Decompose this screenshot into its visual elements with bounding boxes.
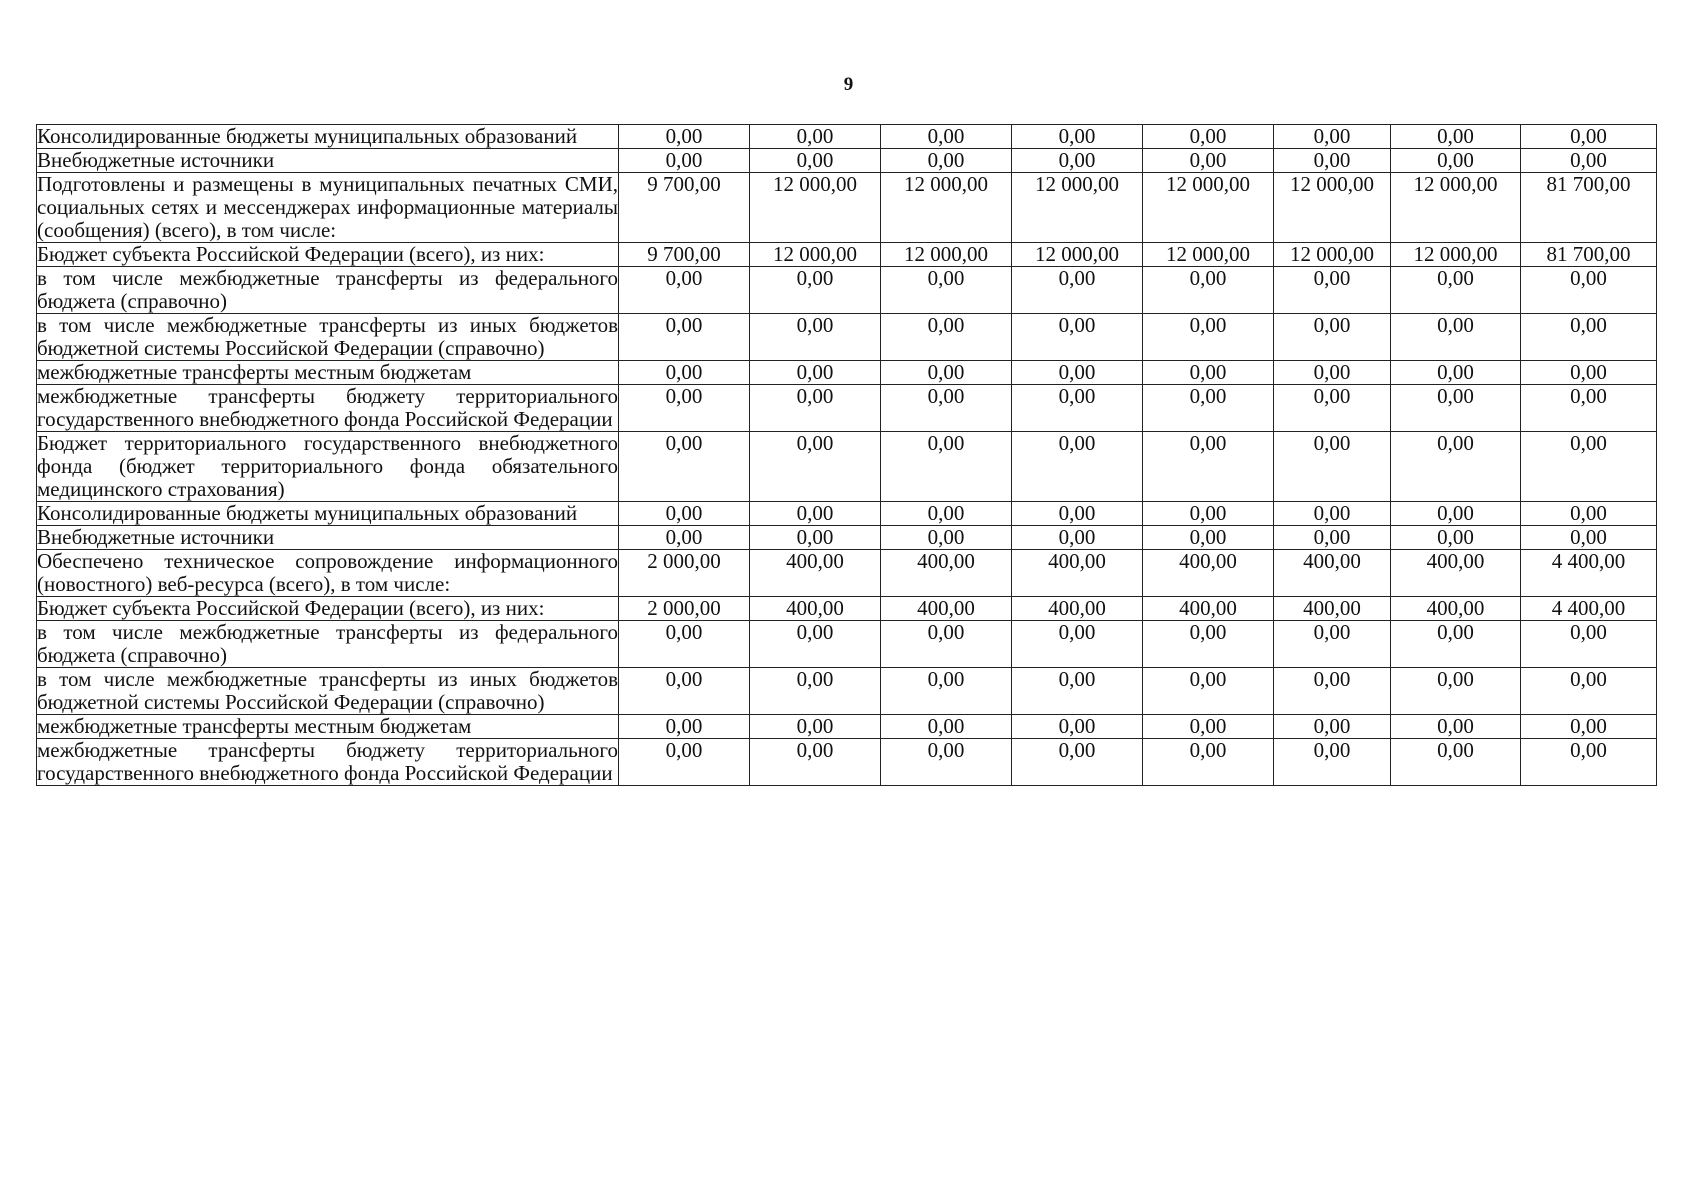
value-cell: 2 000,00	[619, 597, 750, 621]
row-label: Консолидированные бюджеты муниципальных образований	[37, 502, 619, 526]
value-cell: 0,00	[1012, 125, 1143, 149]
budget-table	[36, 124, 1657, 786]
value-cell: 0,00	[1012, 314, 1143, 361]
value-cell: 0,00	[1391, 715, 1521, 739]
value-cell: 0,00	[619, 432, 750, 502]
value-cell: 0,00	[1391, 526, 1521, 550]
value-cell: 12 000,00	[881, 243, 1012, 267]
value-cell: 0,00	[1012, 385, 1143, 432]
value-cell: 0,00	[750, 314, 881, 361]
value-cell: 0,00	[750, 526, 881, 550]
value-cell: 9 700,00	[619, 173, 750, 243]
value-cell: 0,00	[881, 621, 1012, 668]
table-row	[37, 502, 1657, 526]
value-cell: 0,00	[881, 668, 1012, 715]
row-label: межбюджетные трансферты бюджету территориального государственного внебюджетного фонда Российской Федерации	[37, 384, 618, 431]
value-cell: 0,00	[1391, 125, 1521, 149]
value-cell: 81 700,00	[1521, 243, 1657, 267]
value-cell: 0,00	[1143, 715, 1274, 739]
table-row	[37, 668, 1657, 715]
value-cell: 0,00	[1012, 715, 1143, 739]
page-number: 9	[843, 74, 854, 95]
row-label: Внебюджетные источники	[37, 526, 619, 550]
value-cell: 0,00	[881, 739, 1012, 786]
value-cell: 0,00	[619, 361, 750, 385]
value-cell: 0,00	[1521, 125, 1657, 149]
table-row	[37, 267, 1657, 314]
value-cell: 0,00	[1521, 149, 1657, 173]
value-cell: 0,00	[1143, 385, 1274, 432]
row-label: в том числе межбюджетные трансферты из федерального бюджета (справочно)	[37, 266, 618, 313]
value-cell: 0,00	[1274, 502, 1391, 526]
value-cell: 0,00	[1391, 739, 1521, 786]
table-row	[37, 597, 1657, 621]
value-cell: 0,00	[881, 502, 1012, 526]
value-cell: 0,00	[1521, 739, 1657, 786]
table-row	[37, 125, 1657, 149]
table-row	[37, 149, 1657, 173]
value-cell: 0,00	[881, 715, 1012, 739]
value-cell: 0,00	[1143, 739, 1274, 786]
value-cell: 12 000,00	[750, 243, 881, 267]
value-cell: 400,00	[1012, 550, 1143, 597]
value-cell: 0,00	[1274, 267, 1391, 314]
value-cell: 0,00	[1391, 149, 1521, 173]
value-cell: 0,00	[750, 621, 881, 668]
value-cell: 0,00	[1143, 432, 1274, 502]
value-cell: 0,00	[1521, 432, 1657, 502]
value-cell: 0,00	[619, 668, 750, 715]
row-label: в том числе межбюджетные трансферты из иных бюджетов бюджетной системы Российской Федерации (справочно)	[37, 313, 618, 360]
row-label: межбюджетные трансферты местным бюджетам	[37, 715, 619, 739]
value-cell: 12 000,00	[1274, 243, 1391, 267]
value-cell: 0,00	[1143, 621, 1274, 668]
table-row	[37, 739, 1657, 786]
value-cell: 0,00	[619, 715, 750, 739]
value-cell: 0,00	[881, 267, 1012, 314]
value-cell: 4 400,00	[1521, 550, 1657, 597]
value-cell: 12 000,00	[1391, 243, 1521, 267]
value-cell: 0,00	[1274, 385, 1391, 432]
value-cell: 0,00	[1391, 267, 1521, 314]
value-cell: 0,00	[1012, 267, 1143, 314]
value-cell: 400,00	[1391, 597, 1521, 621]
value-cell: 400,00	[1143, 597, 1274, 621]
value-cell: 0,00	[1274, 314, 1391, 361]
value-cell: 0,00	[1521, 502, 1657, 526]
value-cell: 0,00	[750, 715, 881, 739]
value-cell: 81 700,00	[1521, 173, 1657, 243]
row-label: Бюджет субъекта Российской Федерации (всего), из них:	[37, 597, 619, 621]
row-label: в том числе межбюджетные трансферты из федерального бюджета (справочно)	[37, 620, 618, 667]
value-cell: 0,00	[1143, 526, 1274, 550]
value-cell: 0,00	[1012, 668, 1143, 715]
value-cell: 0,00	[619, 739, 750, 786]
value-cell: 400,00	[881, 550, 1012, 597]
value-cell: 0,00	[1274, 361, 1391, 385]
value-cell: 0,00	[1012, 739, 1143, 786]
table-row	[37, 173, 1657, 243]
row-label: Бюджет территориального государственного внебюджетного фонда (бюджет территориального фонда обязательного медицинского страхования)	[37, 431, 618, 501]
value-cell: 0,00	[750, 668, 881, 715]
value-cell: 0,00	[1274, 715, 1391, 739]
table-row	[37, 550, 1657, 597]
value-cell: 0,00	[1391, 314, 1521, 361]
table-row	[37, 385, 1657, 432]
value-cell: 400,00	[1274, 550, 1391, 597]
value-cell: 0,00	[1012, 432, 1143, 502]
value-cell: 400,00	[1391, 550, 1521, 597]
value-cell: 12 000,00	[1012, 173, 1143, 243]
value-cell: 0,00	[750, 149, 881, 173]
value-cell: 4 400,00	[1521, 597, 1657, 621]
value-cell: 0,00	[750, 385, 881, 432]
value-cell: 0,00	[1143, 361, 1274, 385]
value-cell: 0,00	[619, 314, 750, 361]
value-cell: 0,00	[750, 432, 881, 502]
value-cell: 0,00	[1143, 149, 1274, 173]
value-cell: 0,00	[1143, 125, 1274, 149]
value-cell: 0,00	[1012, 149, 1143, 173]
value-cell: 0,00	[1521, 385, 1657, 432]
value-cell: 0,00	[881, 432, 1012, 502]
table-row	[37, 243, 1657, 267]
table-row	[37, 432, 1657, 502]
value-cell: 0,00	[619, 149, 750, 173]
value-cell: 0,00	[1274, 149, 1391, 173]
value-cell: 0,00	[1391, 385, 1521, 432]
value-cell: 0,00	[619, 526, 750, 550]
value-cell: 0,00	[1274, 432, 1391, 502]
value-cell: 0,00	[1143, 668, 1274, 715]
value-cell: 0,00	[881, 125, 1012, 149]
value-cell: 0,00	[1143, 314, 1274, 361]
value-cell: 0,00	[881, 149, 1012, 173]
value-cell: 0,00	[1012, 621, 1143, 668]
value-cell: 12 000,00	[750, 173, 881, 243]
value-cell: 2 000,00	[619, 550, 750, 597]
value-cell: 0,00	[1391, 621, 1521, 668]
table-row	[37, 621, 1657, 668]
value-cell: 0,00	[619, 502, 750, 526]
value-cell: 0,00	[1012, 526, 1143, 550]
value-cell: 0,00	[1521, 361, 1657, 385]
row-label: Внебюджетные источники	[37, 149, 619, 173]
value-cell: 400,00	[881, 597, 1012, 621]
value-cell: 0,00	[881, 361, 1012, 385]
row-label: в том числе межбюджетные трансферты из иных бюджетов бюджетной системы Российской Федерации (справочно)	[37, 667, 618, 714]
value-cell: 0,00	[1391, 502, 1521, 526]
row-label: межбюджетные трансферты местным бюджетам	[37, 361, 619, 385]
value-cell: 0,00	[1143, 267, 1274, 314]
value-cell: 0,00	[1143, 502, 1274, 526]
value-cell: 12 000,00	[1012, 243, 1143, 267]
value-cell: 0,00	[1521, 526, 1657, 550]
value-cell: 0,00	[1521, 668, 1657, 715]
value-cell: 0,00	[1391, 361, 1521, 385]
value-cell: 400,00	[750, 550, 881, 597]
value-cell: 12 000,00	[1274, 173, 1391, 243]
value-cell: 0,00	[881, 385, 1012, 432]
value-cell: 0,00	[1521, 314, 1657, 361]
value-cell: 0,00	[750, 267, 881, 314]
row-label: Подготовлены и размещены в муниципальных печатных СМИ, социальных сетях и мессенджерах информационные материалы (сообщения) (всего), в том числе:	[37, 172, 618, 242]
value-cell: 0,00	[1521, 715, 1657, 739]
value-cell: 0,00	[881, 526, 1012, 550]
value-cell: 0,00	[1391, 432, 1521, 502]
value-cell: 0,00	[750, 125, 881, 149]
value-cell: 0,00	[1012, 502, 1143, 526]
value-cell: 400,00	[1143, 550, 1274, 597]
value-cell: 0,00	[619, 267, 750, 314]
table-row	[37, 715, 1657, 739]
table-row	[37, 314, 1657, 361]
value-cell: 0,00	[1391, 668, 1521, 715]
value-cell: 0,00	[750, 502, 881, 526]
row-label: Бюджет субъекта Российской Федерации (всего), из них:	[37, 243, 619, 267]
value-cell: 400,00	[750, 597, 881, 621]
table-body	[37, 125, 1657, 786]
row-label: Консолидированные бюджеты муниципальных образований	[37, 125, 619, 149]
value-cell: 0,00	[750, 739, 881, 786]
value-cell: 0,00	[1274, 668, 1391, 715]
value-cell: 0,00	[1274, 621, 1391, 668]
table-row	[37, 526, 1657, 550]
value-cell: 12 000,00	[1143, 173, 1274, 243]
value-cell: 0,00	[1274, 125, 1391, 149]
value-cell: 0,00	[619, 125, 750, 149]
value-cell: 400,00	[1012, 597, 1143, 621]
value-cell: 0,00	[881, 314, 1012, 361]
value-cell: 0,00	[1521, 267, 1657, 314]
value-cell: 0,00	[1274, 739, 1391, 786]
value-cell: 12 000,00	[881, 173, 1012, 243]
value-cell: 12 000,00	[1143, 243, 1274, 267]
row-label: межбюджетные трансферты бюджету территориального государственного внебюджетного фонда Российской Федерации	[37, 738, 618, 785]
value-cell: 0,00	[619, 621, 750, 668]
value-cell: 0,00	[619, 385, 750, 432]
value-cell: 12 000,00	[1391, 173, 1521, 243]
value-cell: 0,00	[750, 361, 881, 385]
row-label: Обеспечено техническое сопровождение информационного (новостного) веб-ресурса (всего), в том числе:	[37, 549, 618, 596]
value-cell: 0,00	[1012, 361, 1143, 385]
table-row	[37, 361, 1657, 385]
value-cell: 9 700,00	[619, 243, 750, 267]
value-cell: 0,00	[1274, 526, 1391, 550]
value-cell: 400,00	[1274, 597, 1391, 621]
value-cell: 0,00	[1521, 621, 1657, 668]
